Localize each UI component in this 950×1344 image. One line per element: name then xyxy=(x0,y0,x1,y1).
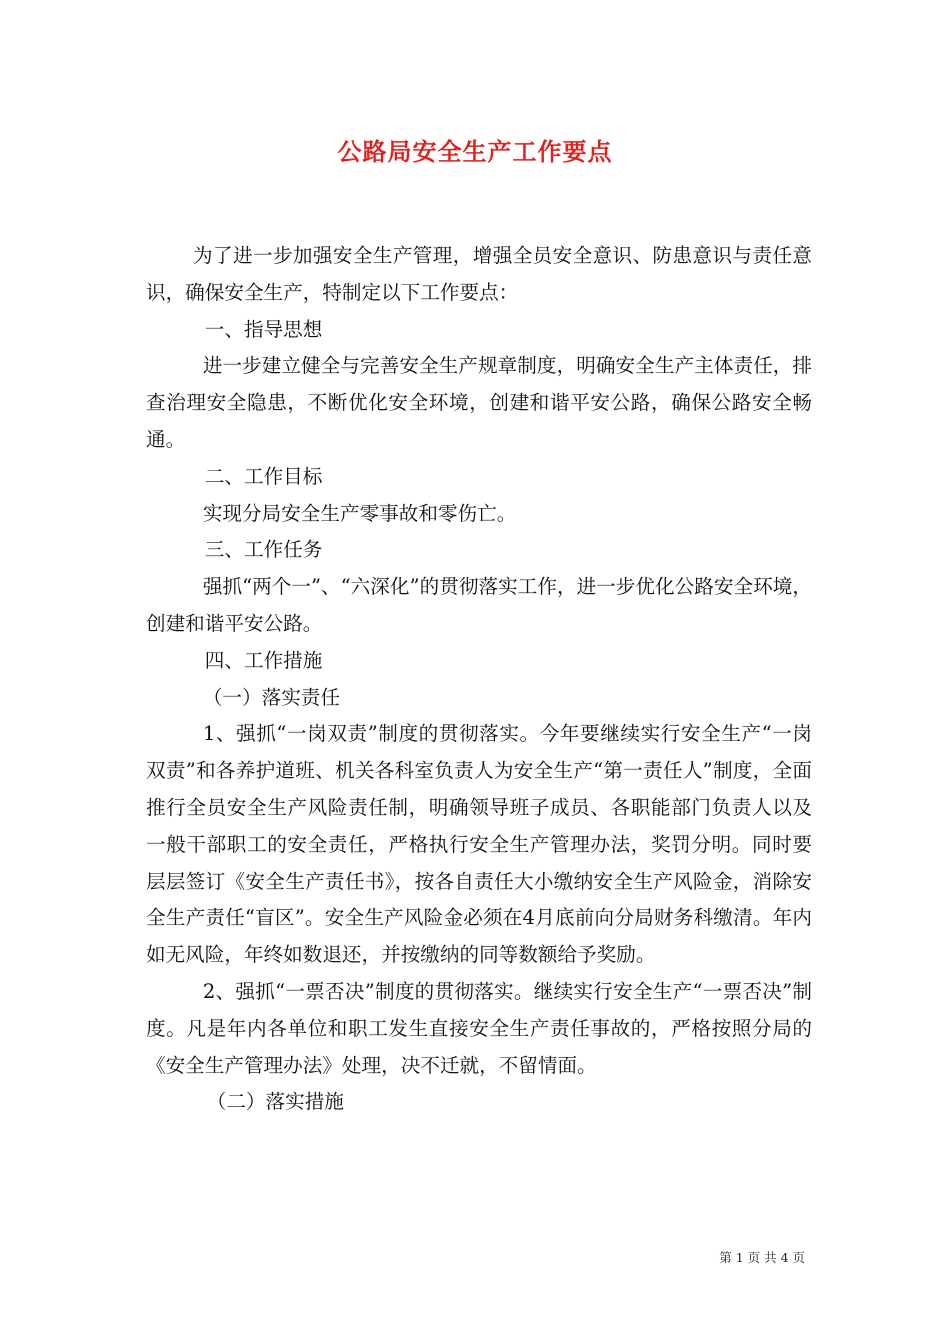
subsection-heading-measures: （二）落实措施 xyxy=(206,1090,344,1114)
document-title: 公路局安全生产工作要点 xyxy=(337,137,613,166)
section-heading-guiding-thought: 一、指导思想 xyxy=(204,317,323,341)
guiding-thought-paragraph: 进一步建立健全与完善安全生产规章制度，明确安全生产主体责任，排查治理安全隐患，不断优化安全环境，创建和谐平安公路，确保公路安全畅通。 xyxy=(146,354,812,451)
page-number: 第 1 页 共 4 页 xyxy=(719,1250,805,1265)
responsibility-paragraph-1: 1、强抓“一岗双责”制度的贯彻落实。今年要继续实行安全生产“一岗双责”和各养护道班、机关各科室负责人为安全生产“第一责任人”制度，全面推行全员安全生产风险责任制，明确领导班子成员、各职能部门负责人以及一般干部职工的安全责任，严格执行安全生产管理办法，奖罚分明。同时要层层签订《安全生产责任书》，按各自责任大小缴纳安全生产风险金，消除安全生产责任“盲区”。安全生产风险金必须在4月底前向分局财务科缴清。年内如无风险，年终如数退还，并按缴纳的同等数额给予奖励。 xyxy=(146,722,812,967)
subsection-heading-responsibility: （一）落实责任 xyxy=(202,685,340,709)
work-goal-paragraph: 实现分局安全生产零事故和零伤亡。 xyxy=(202,501,517,525)
intro-paragraph: 为了进一步加强安全生产管理，增强全员安全意识、防患意识与责任意识，确保安全生产，特制定以下工作要点： xyxy=(146,244,812,304)
section-heading-work-measures: 四、工作措施 xyxy=(204,648,323,672)
responsibility-paragraph-2: 2、强抓“一票否决”制度的贯彻落实。继续实行安全生产“一票否决”制度。凡是年内各单位和职工发生直接安全生产责任事故的，严格按照分局的《安全生产管理办法》处理，决不迁就，不留情面。 xyxy=(146,979,812,1077)
document-body xyxy=(146,238,812,1121)
section-heading-work-goal: 二、工作目标 xyxy=(204,464,323,488)
work-task-paragraph: 强抓“两个一”、“六深化”的贯彻落实工作，进一步优化公路安全环境，创建和谐平安公路。 xyxy=(146,575,812,635)
section-heading-work-task: 三、工作任务 xyxy=(204,538,323,562)
